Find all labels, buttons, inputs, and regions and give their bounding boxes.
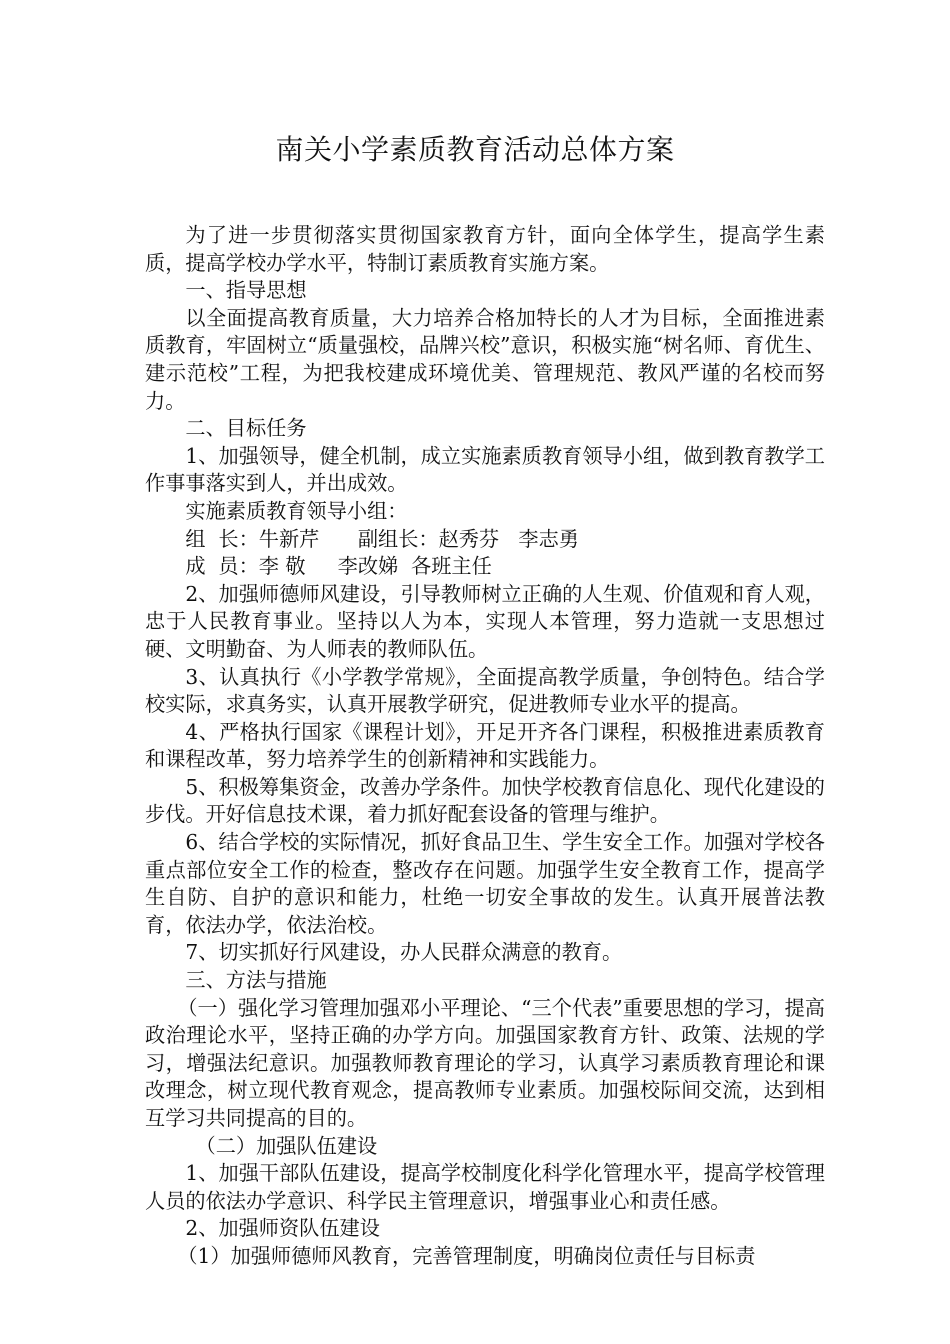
heading-goals: 二、目标任务: [185, 416, 307, 441]
paragraph-guiding-ideology: 以全面提高教育质量，大力培养合格加特长的人才为目标，全面推进素质教育，牢固树立“质量强校，品牌兴校”意识，积极实施“树名师、育优生、建示范校”工程，为把我校建成环境优美、管理规范、教风严谨的名校而努力。: [145, 305, 825, 413]
heading-guiding-ideology: 一、指导思想: [185, 278, 307, 303]
document-title: 南关小学素质教育活动总体方案: [275, 133, 675, 166]
paragraph-goal-1: 1、加强领导，健全机制，成立实施素质教育领导小组，做到教育教学工作事事落实到人，并出成效。: [145, 443, 825, 496]
paragraph-goal-6: 6、结合学校的实际情况，抓好食品卫生、学生安全工作。加强对学校各重点部位安全工作的检查，整改存在问题。加强学生安全教育工作，提高学生自防、自护的意识和能力，杜绝一切安全事故的发生。认真开展普法教育，依法办学，依法治校。: [145, 830, 825, 937]
leadership-group-members: 成 员：李 敬 李改娣 各班主任: [185, 554, 492, 579]
paragraph-goal-3: 3、认真执行《小学教学常规》，全面提高教学质量，争创特色。结合学校实际，求真务实，认真开展教学研究，促进教师专业水平的提高。: [145, 664, 825, 717]
paragraph-goal-2: 2、加强师德师风建设，引导教师树立正确的人生观、价值观和育人观，忠于人民教育事业。坚持以人为本，实现人本管理，努力造就一支思想过硬、文明勤奋、为人师表的教师队伍。: [145, 581, 825, 661]
paragraph-goal-7: 7、切实抓好行风建设，办人民群众满意的教育。: [185, 940, 623, 965]
heading-methods: 三、方法与措施: [185, 968, 327, 993]
paragraph-method-1: （一）强化学习管理加强邓小平理论、“三个代表”重要思想的学习，提高政治理论水平，坚持正确的办学方向。加强国家教育方针、政策、法规的学习，增强法纪意识。加强教师教育理论的学习，认真学习素质教育理论和课改理念，树立现代教育观念，提高教师专业素质。加强校际间交流，达到相互学习共同提高的目的。: [145, 995, 825, 1130]
paragraph-teacher-team-1: （1）加强师德师风教育，完善管理制度，明确岗位责任与目标责: [177, 1243, 756, 1268]
paragraph-goal-4: 4、严格执行国家《课程计划》，开足开齐各门课程，积极推进素质教育和课程改革，努力培养学生的创新精神和实践能力。: [145, 719, 825, 772]
heading-team-building: （二）加强队伍建设: [195, 1133, 378, 1158]
paragraph-goal-5: 5、积极筹集资金，改善办学条件。加快学校教育信息化、现代化建设的步伐。开好信息技术课，着力抓好配套设备的管理与维护。: [145, 774, 825, 827]
paragraph-intro: 为了进一步贯彻落实贯彻国家教育方针，面向全体学生，提高学生素质，提高学校办学水平，特制订素质教育实施方案。: [145, 223, 825, 275]
paragraph-team-1: 1、加强干部队伍建设，提高学校制度化科学化管理水平，提高学校管理人员的依法办学意识、科学民主管理意识，增强事业心和责任感。: [145, 1161, 825, 1213]
heading-teacher-team: 2、加强师资队伍建设: [185, 1216, 380, 1241]
document-body: [145, 222, 825, 1271]
leadership-group-leaders: 组 长：牛新芹 副组长：赵秀芬 李志勇: [185, 526, 579, 551]
leadership-group-label: 实施素质教育领导小组：: [185, 498, 408, 523]
